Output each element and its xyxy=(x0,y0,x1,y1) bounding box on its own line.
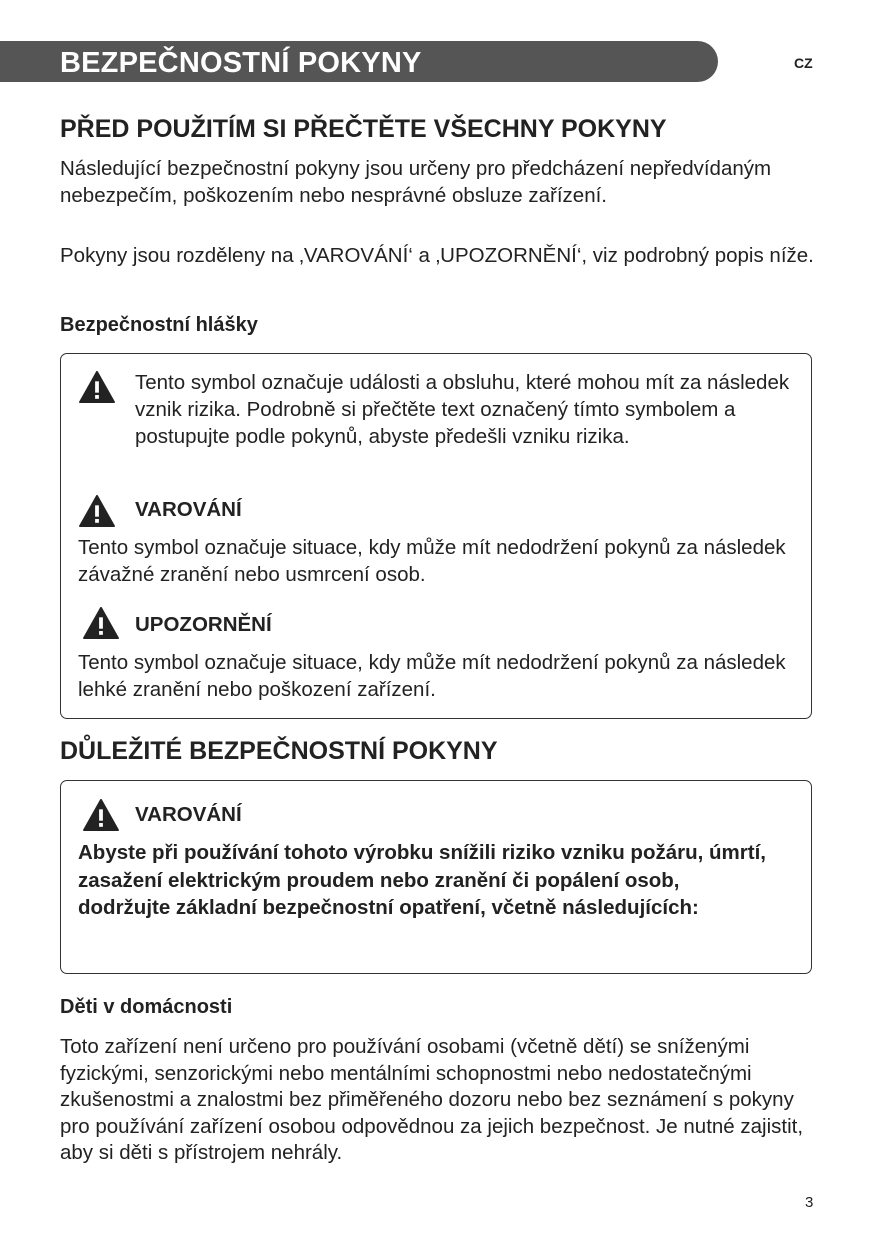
important-warning-box xyxy=(60,780,812,974)
caution-description: Tento symbol označuje situace, kdy může mít nedodržení pokynů za následek lehké zranění nebo poškození zařízení. xyxy=(78,651,786,701)
intro-paragraph: Následující bezpečnostní pokyny jsou určeny pro předcházení nepředvídaným nebezpečím, poškozením nebo nesprávné obsluze zařízení. xyxy=(60,157,772,207)
caution-label: UPOZORNĚNÍ xyxy=(135,613,272,636)
warning-triangle-icon xyxy=(78,370,116,404)
children-paragraph: Toto zařízení není určeno pro používání osobami (včetně dětí) se sníženými fyzickými, senzorickými nebo mentálními schopnostmi nebo nedostatečnými zkušenostmi a znalostmi bez přiměřeného dozoru nebo bez seznámení s pokyny pro používání zařízení osobou odpovědnou za jejich bezpečnost. Je nutné zajistit, aby si děti s přístrojem nehrály. xyxy=(60,1035,804,1164)
language-code: CZ xyxy=(794,55,813,71)
section-title-read-instructions: PŘED POUŽITÍM SI PŘEČTĚTE VŠECHNY POKYNY xyxy=(60,115,667,143)
warning-label: VAROVÁNÍ xyxy=(135,498,242,521)
subtitle-children: Děti v domácnosti xyxy=(60,996,233,1018)
page-number: 3 xyxy=(805,1194,814,1211)
warning-triangle-icon xyxy=(78,494,116,528)
page-title: BEZPEČNOSTNÍ POKYNY xyxy=(60,47,422,79)
subtitle-safety-messages: Bezpečnostní hlášky xyxy=(60,314,258,336)
important-warning-label: VAROVÁNÍ xyxy=(135,803,242,826)
safety-messages-box xyxy=(60,353,812,719)
warning-triangle-icon xyxy=(82,798,120,832)
important-warning-text: Abyste při používání tohoto výrobku snížili riziko vzniku požáru, úmrtí, zasažení elektrickým proudem nebo zranění či popálení osob, dodržujte základní bezpečnostní opatření, včetně následujících: xyxy=(78,841,766,919)
warning-description: Tento symbol označuje situace, kdy může mít nedodržení pokynů za následek závažné zranění nebo usmrcení osob. xyxy=(78,536,786,586)
symbol-description: Tento symbol označuje události a obsluhu, které mohou mít za následek vznik rizika. Podrobně si přečtěte text označený tímto symbolem a postupujte podle pokynů, abyste předešli vzniku rizika. xyxy=(135,371,790,448)
categories-paragraph: Pokyny jsou rozděleny na ‚VAROVÁNÍ‘ a ‚UPOZORNĚNÍ‘, viz podrobný popis níže. xyxy=(60,244,814,267)
caution-triangle-icon xyxy=(82,606,120,640)
section-title-important: DŮLEŽITÉ BEZPEČNOSTNÍ POKYNY xyxy=(60,737,498,765)
